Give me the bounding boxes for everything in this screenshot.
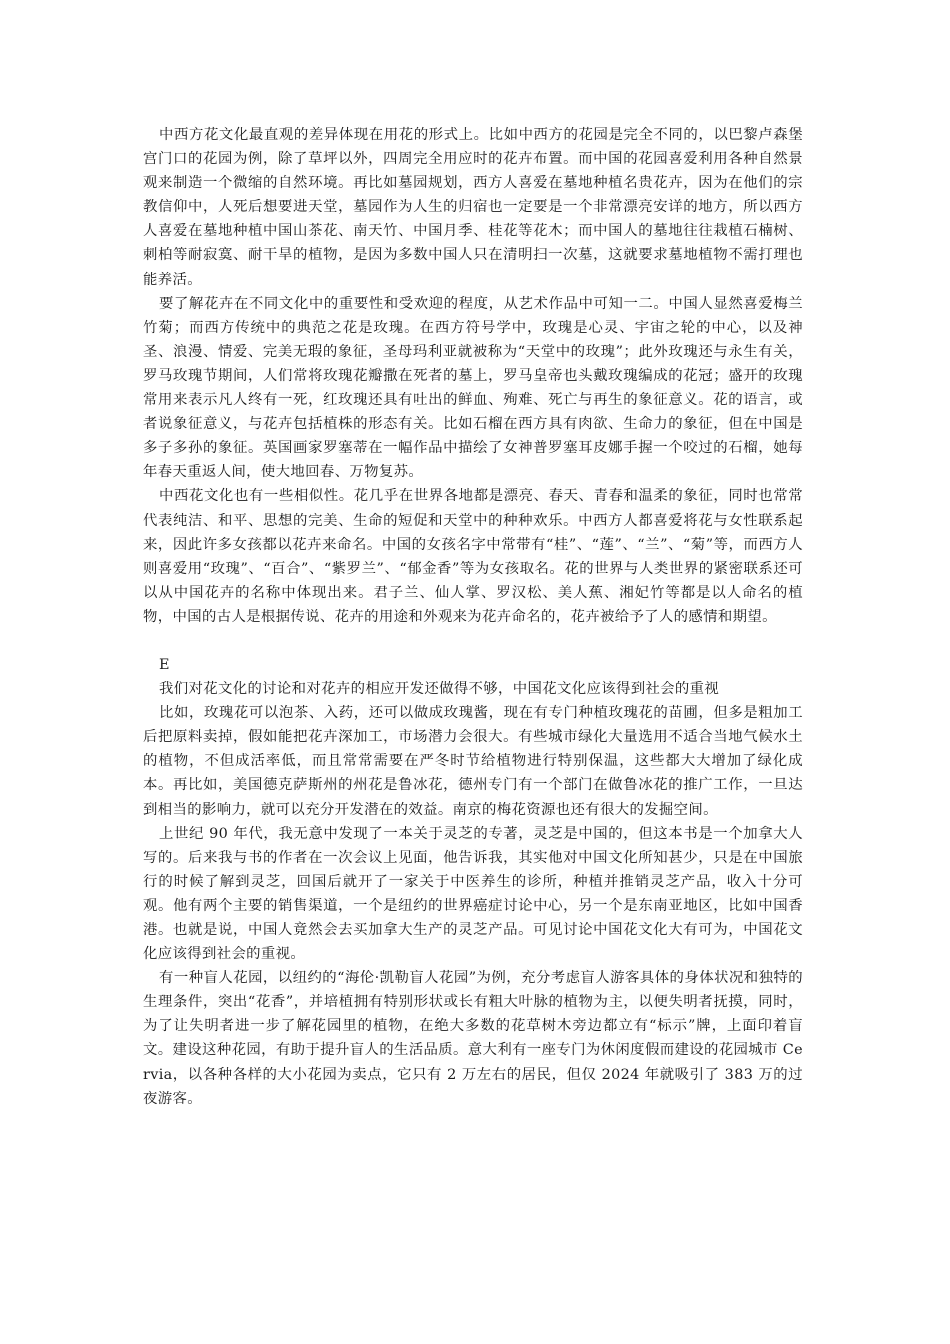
paragraph: 要了解花卉在不同文化中的重要性和受欢迎的程度，从艺术作品中可知一二。中国人显然喜爱梅兰竹菊；而西方传统中的典范之花是玫瑰。在西方符号学中，玫瑰是心灵、宇宙之轮的中心，以及神圣、浪漫、情爱、完美无瑕的象征，圣母玛利亚就被称为“天堂中的玫瑰”；此外玫瑰还与永生有关，罗马玫瑰节期间，人们常将玫瑰花瓣撒在死者的墓上，罗马皇帝也头戴玫瑰编成的花冠；盛开的玫瑰常用来表示凡人终有一死，红玫瑰还具有吐出的鲜血、殉难、死亡与再生的象征意义。花的语言，或者说象征意义，与花卉包括植株的形态有关。比如石榴在西方具有肉欲、生命力的象征，但在中国是多子多孙的象征。英国画家罗塞蒂在一幅作品中描绘了女神普罗塞耳皮娜手握一个咬过的石榴，她每年春天重返人间，使大地回春、万物复苏。 [143,295,803,481]
paragraph: 有一种盲人花园，以纽约的“海伦·凯勒盲人花园”为例，充分考虑盲人游客具体的身体状况和独特的生理条件，突出“花香”，并培植拥有特别形状或长有粗大叶脉的植物为主，以便失明者抚摸，同时，为了让失明者进一步了解花园里的植物，在绝大多数的花草树木旁边都立有“标示”牌，上面印着盲文。建设这种花园，有助于提升盲人的生活品质。意大利有一座专门为休闲度假而建设的花园城市 Cervia，以各种各样的大小花园为卖点，它只有 2 万左右的居民，但仅 2024 年就吸引了 383 万的过夜游客。 [143,970,803,1107]
section-heading: 我们对花文化的讨论和对花卉的相应开发还做得不够，中国花文化应该得到社会的重视 [159,681,720,698]
paragraph: 中西花文化也有一些相似性。花几乎在世界各地都是漂亮、春天、青春和温柔的象征，同时也常常代表纯洁、和平、思想的完美、生命的短促和天堂中的种种欢乐。中西方人都喜爱将花与女性联系起来，因此许多女孩都以花卉来命名。中国的女孩名字中常带有“桂”、“莲”、“兰”、“菊”等，而西方人则喜爱用“玫瑰”、“百合”、“紫罗兰”、“郁金香”等为女孩取名。花的世界与人类世界的紧密联系还可以从中国花卉的名称中体现出来。君子兰、仙人掌、罗汉松、美人蕉、湘妃竹等都是以人命名的植物，中国的古人是根据传说、花卉的用途和外观来为花卉命名的，花卉被给予了人的感情和期望。 [143,488,803,625]
paragraph: 上世纪 90 年代，我无意中发现了一本关于灵芝的专著，灵芝是中国的，但这本书是一个加拿大人写的。后来我与书的作者在一次会议上见面，他告诉我，其实他对中国文化所知甚少，只是在中国旅行的时候了解到灵芝，回国后就开了一家关于中医养生的诊所，种植并推销灵芝产品，收入十分可观。他有两个主要的销售渠道，一个是纽约的世界癌症讨论中心，另一个是东南亚地区，比如中国香港。也就是说，中国人竟然会去买加拿大生产的灵芝产品。可见讨论中国花文化大有可为，中国花文化应该得到社会的重视。 [143,825,803,963]
section-letter: E [159,656,170,673]
paragraph: 比如，玫瑰花可以泡茶、入药，还可以做成玫瑰酱，现在有专门种植玫瑰花的苗圃，但多是粗加工后把原料卖掉，假如能把花卉深加工，市场潜力会很大。有些城市绿化大量选用不适合当地气候水土的植物，不但成活率低，而且常常需要在严冬时节给植物进行特别保温，这些都大大增加了绿化成本。再比如，美国德克萨斯州的州花是鲁冰花，德州专门有一个部门在做鲁冰花的推广工作，一旦达到相当的影响力，就可以充分开发潜在的效益。南京的梅花资源也还有很大的发掘空间。 [143,705,803,818]
document-body [143,123,803,1111]
section-gap [143,629,803,653]
paragraph: 中西方花文化最直观的差异体现在用花的形式上。比如中西方的花园是完全不同的，以巴黎卢森堡宫门口的花园为例，除了草坪以外，四周完全用应时的花卉布置。而中国的花园喜爱利用各种自然景观来制造一个微缩的自然环境。再比如墓园规划，西方人喜爱在墓地种植名贵花卉，因为在他们的宗教信仰中，人死后想要进天堂，墓园作为人生的归宿也一定要是一个非常漂亮安详的地方，所以西方人喜爱在墓地种植中国山茶花、南天竹、中国月季、桂花等花木；而中国人的墓地往往栽植石楠树、刺柏等耐寂寞、耐干旱的植物，是因为多数中国人只在清明扫一次墓，这就要求墓地植物不需打理也能养活。 [143,127,803,288]
